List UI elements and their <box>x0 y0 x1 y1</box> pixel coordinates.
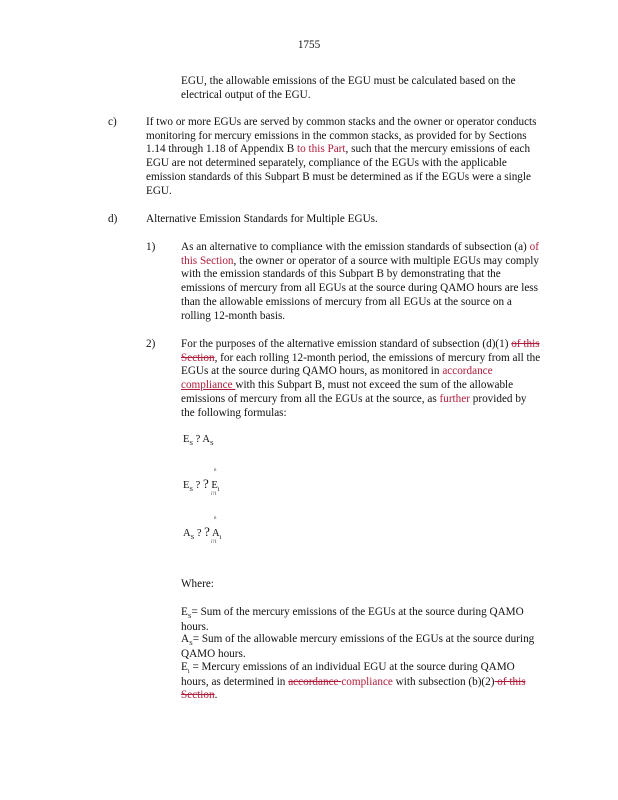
definition-ei <box>181 661 543 703</box>
paragraph-c <box>146 116 541 198</box>
formula-3-operator: ? <box>196 528 202 539</box>
formula-3-left: A <box>183 528 191 539</box>
formula-2-right-sub: i <box>217 486 220 493</box>
formula-2-left: E <box>183 480 190 491</box>
paragraph-d2-text-2: , for each rolling 12-month period, the emissions of mercury from all the EGUs at the source during QAMO hours, as monitored in <box>181 351 541 378</box>
formula-3-lower-limit: i?1 <box>211 540 217 545</box>
paragraph-d2-insertion-2: compliance <box>181 379 236 392</box>
paragraph-d2-text-4: provided by the following formulas: <box>181 392 527 419</box>
definition-as-sub: S <box>189 640 193 647</box>
label-c: c) <box>108 116 117 128</box>
formula-2 <box>183 476 220 492</box>
formula-1-operator: ? <box>195 434 201 445</box>
definition-as <box>181 633 543 661</box>
definition-ei-deletion-2: of this Section <box>181 675 526 702</box>
formula-1-left-sub: S <box>189 440 194 447</box>
formula-1-left: E <box>183 434 190 445</box>
definition-es <box>181 606 543 634</box>
paragraph-d2-deletion: of this Section <box>181 338 540 364</box>
formula-2-lower-limit: i?1 <box>211 492 217 497</box>
formula-3 <box>183 524 221 540</box>
paragraph-d2-text-1: For the purposes of the alternative emission standard of subsection (d)(1) <box>181 338 512 350</box>
paragraph-d2-insertion-3: further <box>439 392 470 405</box>
continuation-paragraph: EGU, the allowable emissions of the EGU must be calculated based on the electrical output of the EGU. <box>181 75 516 101</box>
formula-2-upper-limit: n <box>214 468 217 473</box>
formula-2-operator: ? <box>195 480 201 491</box>
paragraph-d1-text-1: As an alternative to compliance with the emission standards of subsection (a) <box>181 241 527 253</box>
definition-ei-insertion: compliance <box>341 675 393 688</box>
paragraph-c-text-1: If two or more EGUs are served by common stacks and the owner or operator conducts monitoring for mercury emissions in the common stacks, as provided for by Sections 1.14 through 1.18 of Appendix B <box>146 116 537 156</box>
definition-as-text: = Sum of the allowable mercury emissions of the EGUs at the source during QAMO hours. <box>181 633 535 660</box>
formula-3-right: A <box>211 528 220 539</box>
page-number: 1755 <box>297 39 321 51</box>
definition-ei-text-2: with subsection (b)(2) <box>392 675 495 688</box>
formula-3-left-sub: S <box>190 534 195 541</box>
paragraph-d2-text-3: with this Subpart B, must not exceed the sum of the allowable emissions of mercury from all the EGUs at the source, as <box>181 379 514 405</box>
definition-ei-text-1: = Mercury emissions of an individual EGU at the source during QAMO hours, as determined in <box>181 661 515 688</box>
definition-es-text: = Sum of the mercury emissions of the EGUs at the source during QAMO hours. <box>181 606 524 633</box>
label-d2: 2) <box>146 338 156 350</box>
heading-d: Alternative Emission Standards for Multiple EGUs. <box>146 213 378 225</box>
formula-2-sum-symbol: ? <box>202 476 209 491</box>
definition-ei-text-3: . <box>214 689 218 702</box>
paragraph-d2 <box>181 338 541 420</box>
paragraph-d2-insertion-1: accordance <box>442 365 493 378</box>
definition-as-symbol: A <box>181 633 190 645</box>
definition-ei-sub: i <box>187 668 190 675</box>
formula-3-sum-symbol: ? <box>204 524 210 539</box>
where-label: Where: <box>181 578 214 590</box>
definition-ei-symbol: E <box>181 661 188 673</box>
formula-3-right-sub: i <box>219 534 222 541</box>
formula-2-right: E <box>211 480 218 491</box>
formula-1-right: A <box>202 434 210 445</box>
formula-1-right-sub: S <box>209 440 214 447</box>
paragraph-c-insertion: to this Part <box>294 143 346 156</box>
formula-1 <box>183 434 214 445</box>
paragraph-d1-text-2: , the owner or operator of a source with multiple EGUs may comply with the emission standards of this Subpart B by demonstrating that the emissions of mercury from all EGUs at the source during QAMO hours are less than the allowable emissions of mercury from all EGUs at the source on a rolling 12-month basis. <box>181 254 539 322</box>
paragraph-d1-insertion: of this Section <box>181 241 539 267</box>
label-d: d) <box>108 213 118 225</box>
label-d1: 1) <box>146 241 156 253</box>
definition-ei-deletion-1: accordance <box>288 675 342 688</box>
formula-2-left-sub: S <box>189 486 194 493</box>
paragraph-d1 <box>181 241 541 323</box>
definition-es-sub: S <box>187 613 192 620</box>
definition-es-symbol: E <box>181 606 188 618</box>
formula-3-upper-limit: n <box>214 516 217 521</box>
paragraph-c-text-2: , such that the mercury emissions of each EGU are not determined separately, compliance of the EGUs with the applicable emission standards of this Subpart B must be determined as if the EGUs were a single EGU. <box>146 143 531 197</box>
